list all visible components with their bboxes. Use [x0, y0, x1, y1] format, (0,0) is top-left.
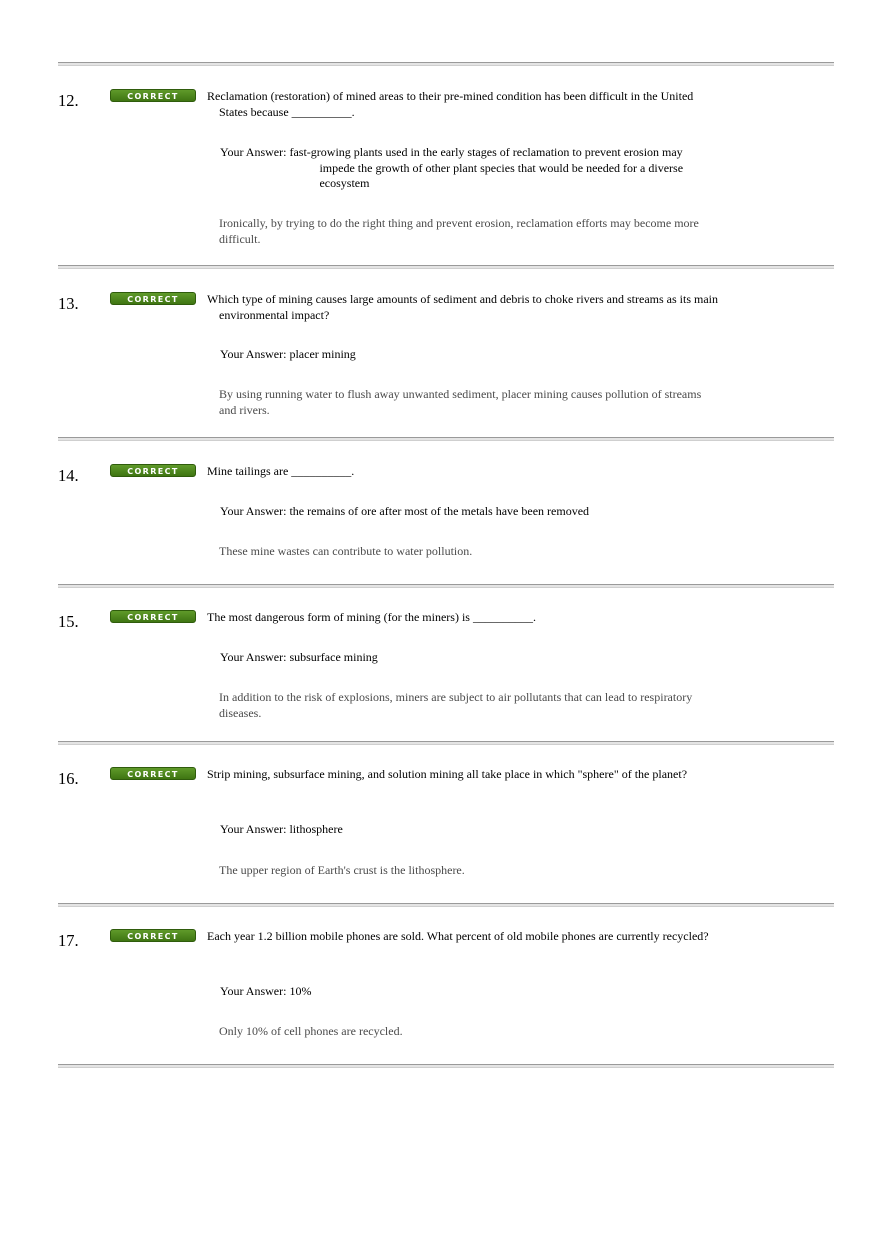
separator-rule — [58, 1064, 834, 1068]
your-answer — [220, 145, 710, 192]
correct-badge: CORRECT — [110, 292, 196, 305]
your-answer-label: Your Answer: — [220, 650, 290, 664]
question-text: The most dangerous form of mining (for the miners) is __________. — [207, 610, 536, 624]
question-text: Each year 1.2 billion mobile phones are sold. What percent of old mobile phones are currently recycled? — [207, 929, 709, 943]
separator-rule — [58, 903, 834, 907]
your-answer-value: placer mining — [289, 347, 356, 361]
explanation-text: Ironically, by trying to do the right thing and prevent erosion, reclamation efforts may become more difficult. — [219, 216, 699, 246]
your-answer — [220, 504, 710, 520]
correct-badge: CORRECT — [110, 929, 196, 942]
your-answer-value: subsurface mining — [289, 650, 378, 664]
your-answer-value: fast-growing plants used in the early stages of reclamation to prevent erosion may impede the growth of other plant species that would be needed for a diverse ecosystem — [289, 145, 684, 190]
your-answer — [220, 984, 710, 1000]
explanation-text: In addition to the risk of explosions, miners are subject to air pollutants that can lead to respiratory diseases. — [219, 690, 693, 720]
your-answer-value: lithosphere — [289, 822, 343, 836]
your-answer-label: Your Answer: — [220, 822, 290, 836]
your-answer-value: the remains of ore after most of the metals have been removed — [289, 504, 590, 518]
separator-rule — [58, 265, 834, 269]
correct-badge: CORRECT — [110, 610, 196, 623]
question-text: Which type of mining causes large amounts of sediment and debris to choke rivers and streams as its main environmental impact? — [207, 292, 718, 322]
correct-badge: CORRECT — [110, 464, 196, 477]
explanation-text: By using running water to flush away unwanted sediment, placer mining causes pollution of streams and rivers. — [219, 387, 702, 417]
your-answer-label: Your Answer: — [220, 347, 290, 361]
explanation-text: Only 10% of cell phones are recycled. — [219, 1024, 403, 1038]
question-number: 12. — [58, 91, 79, 110]
separator-rule — [58, 62, 834, 66]
your-answer-label: Your Answer: — [220, 984, 290, 998]
your-answer — [220, 650, 710, 666]
question-text: Mine tailings are __________. — [207, 464, 355, 478]
question-number: 15. — [58, 612, 79, 631]
your-answer-label: Your Answer: — [220, 504, 290, 518]
correct-badge: CORRECT — [110, 89, 196, 102]
question-number: 14. — [58, 466, 79, 485]
question-number: 16. — [58, 769, 79, 788]
explanation-text: The upper region of Earth's crust is the lithosphere. — [219, 863, 465, 877]
question-number: 17. — [58, 931, 79, 950]
question-text: Reclamation (restoration) of mined areas to their pre-mined condition has been difficult in the United States because __________. — [207, 89, 694, 119]
question-text: Strip mining, subsurface mining, and solution mining all take place in which "sphere" of the planet? — [207, 767, 688, 781]
correct-badge: CORRECT — [110, 767, 196, 780]
your-answer-value: 10% — [289, 984, 312, 998]
your-answer — [220, 822, 710, 838]
separator-rule — [58, 584, 834, 588]
question-number: 13. — [58, 294, 79, 313]
your-answer — [220, 347, 710, 363]
separator-rule — [58, 741, 834, 745]
explanation-text: These mine wastes can contribute to water pollution. — [219, 544, 473, 558]
separator-rule — [58, 437, 834, 441]
your-answer-label: Your Answer: — [220, 145, 290, 159]
